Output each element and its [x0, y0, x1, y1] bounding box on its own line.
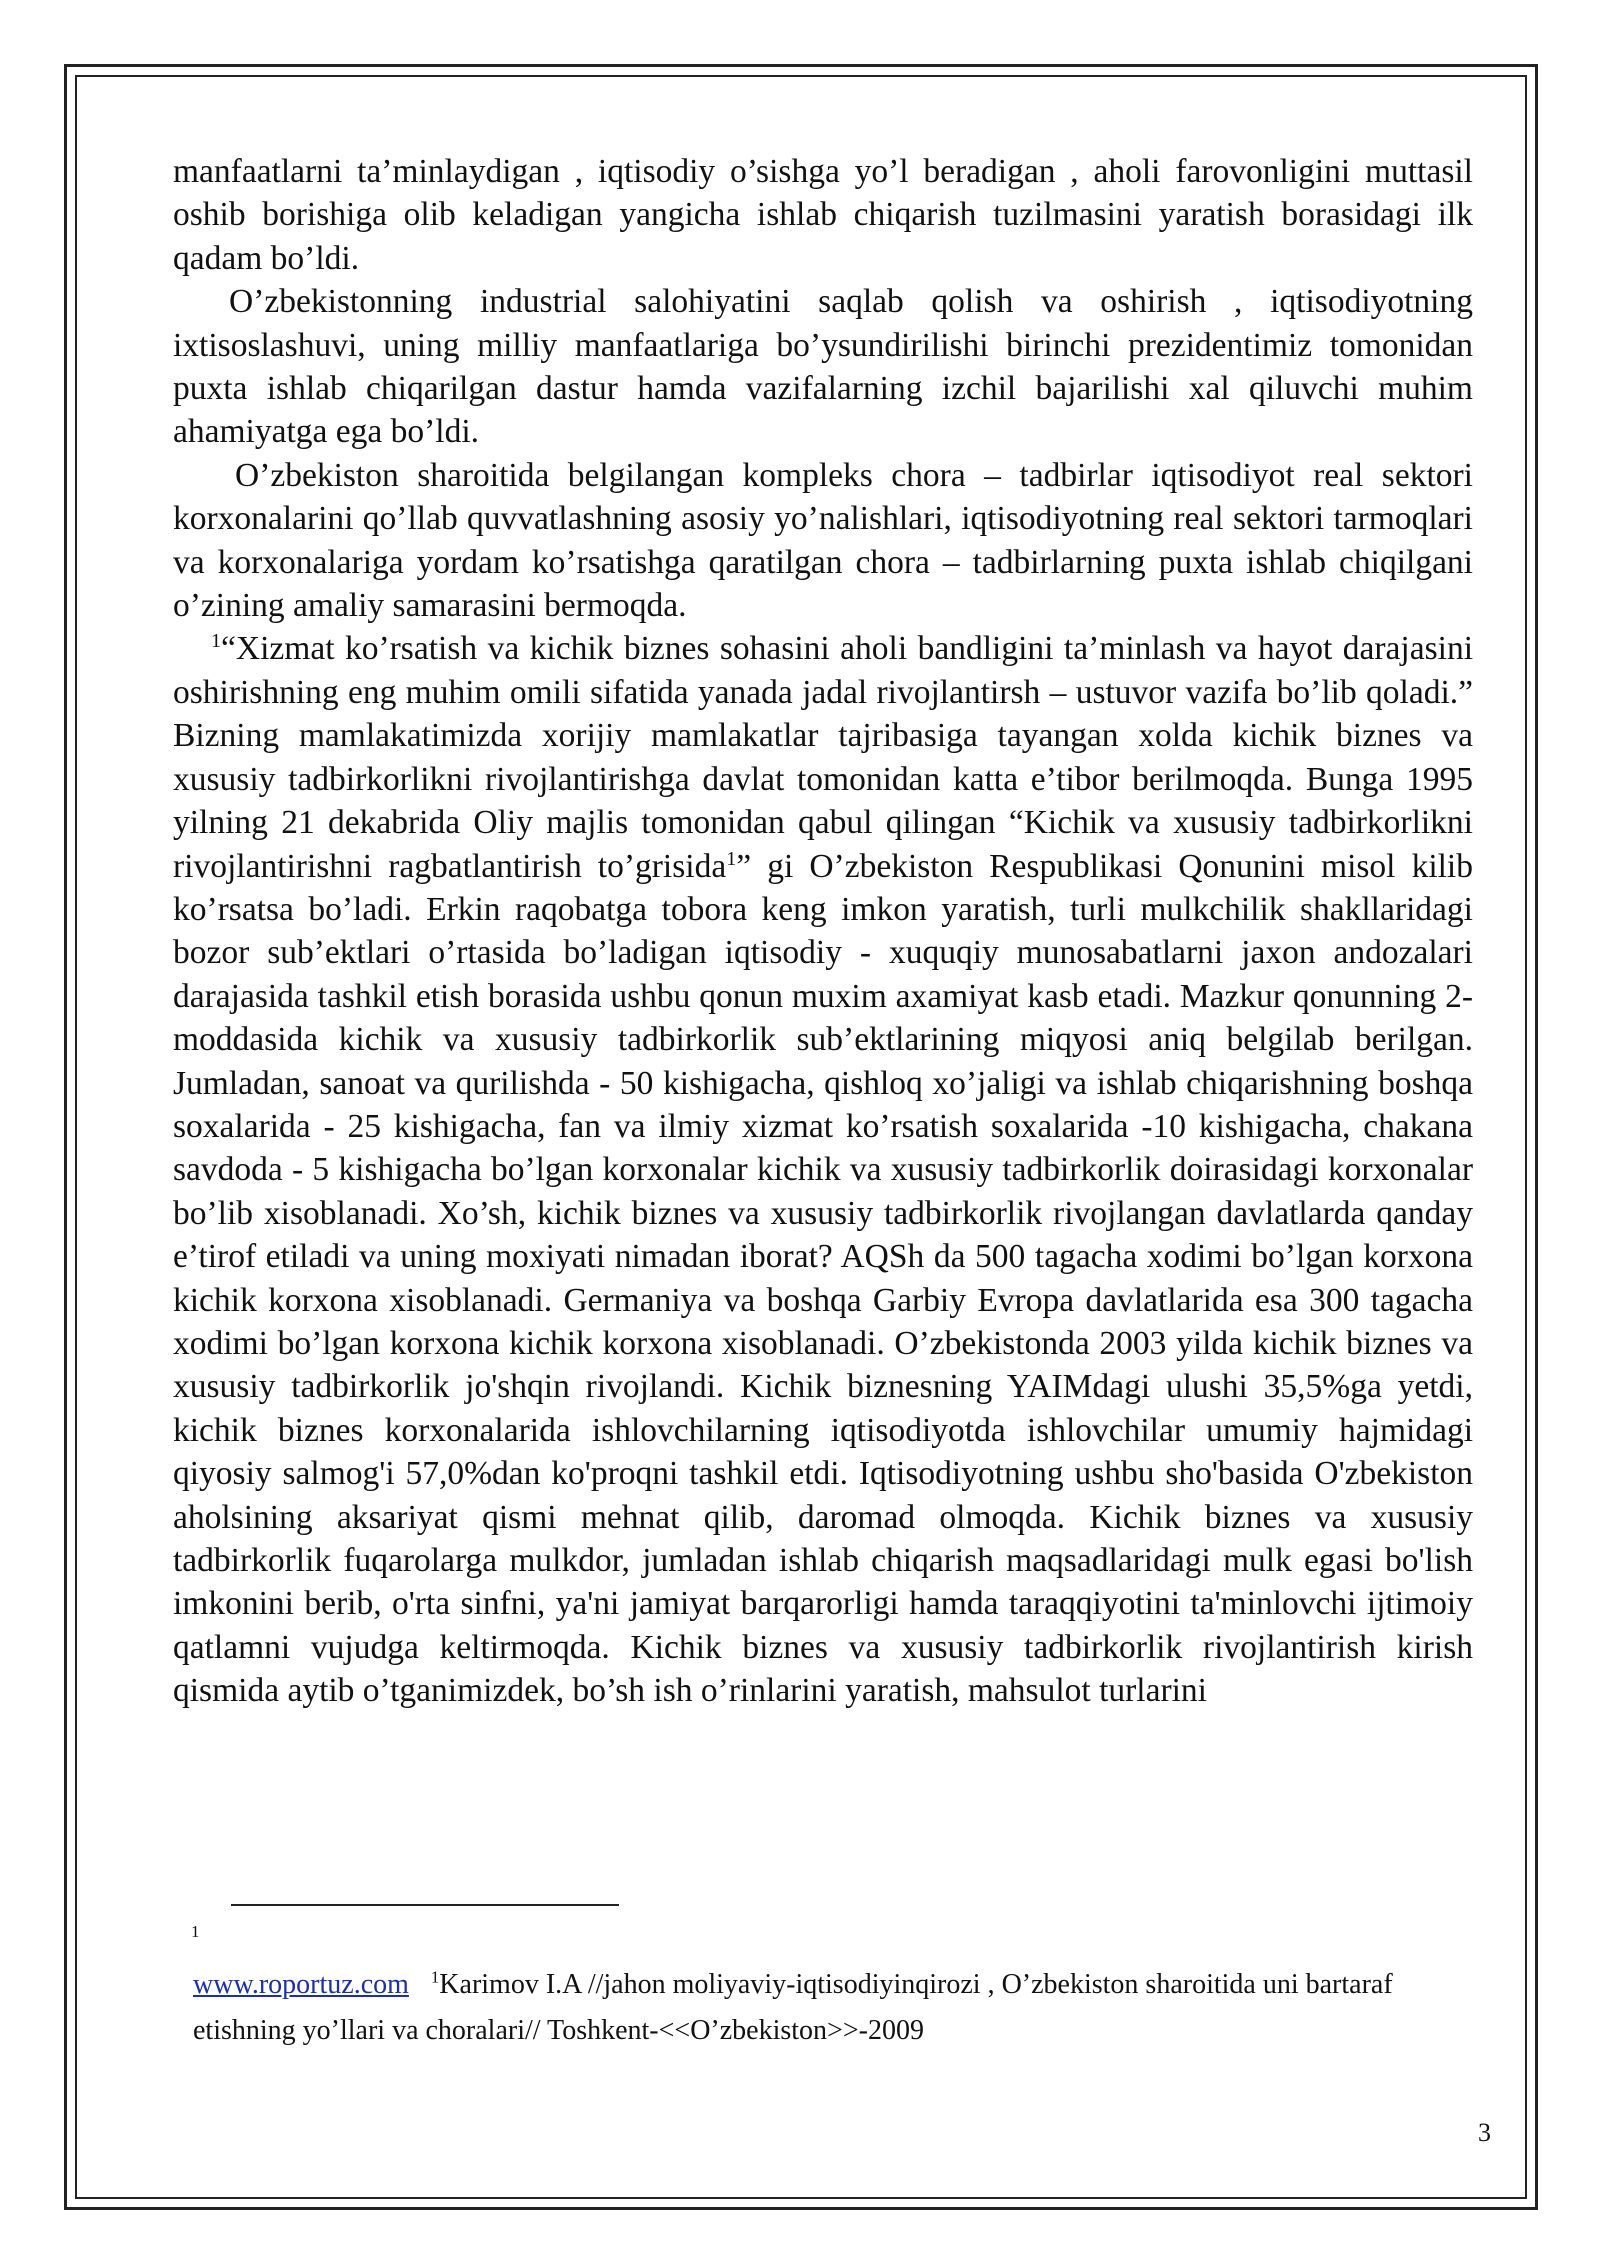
- paragraph-4-part-2: ” gi O’zbekiston Respublikasi Qonunini misol kilib ko’rsatsa bo’ladi. Erkin raqobatga tobora keng imkon yaratish, turli mulkchilik shakllaridagi bozor sub’ektlari o’rtasida bo’ladigan iqtisodiy - xuquqiy munosabatlarni jaxon andozalari darajasida tashkil etish borasida ushbu qonun muxim axamiyat kasb etadi. Mazkur qonunning 2- moddasida kichik va xususiy tadbirkorlik sub’ektlarining miqyosi aniq belgilab berilgan. Jumladan, sanoat va qurilishda - 50 kishigacha, qishloq xo’jaligi va ishlab chiqarishning boshqa soxalarida - 25 kishigacha, fan va ilmiy xizmat ko’rsatish soxalarida -10 kishigacha, chakana savdoda - 5 kishigacha bo’lgan korxonalar kichik va xususiy tadbirkorlik doirasidagi korxonalar bo’lib xisoblanadi. Xo’sh, kichik biznes va xususiy tadbirkorlik rivojlangan davlatlarda qanday e’tirof etiladi va uning moxiyati nimadan iborat? AQSh da 500 tagacha xodimi bo’lgan korxona kichik korxona xisoblanadi. Germaniya va boshqa Garbiy Evropa davlatlarida esa 300 tagacha xodimi bo’lgan korxona kichik korxona xisoblanadi. O’zbekistonda 2003 yilda kichik biznes va xususiy tadbirkorlik jo'shqin rivojlandi. Kichik biznesning YAIMdagi ulushi 35,5%ga yetdi, kichik biznes korxonalarida ishlovchilarning iqtisodiyotda ishlovchilar umumiy hajmidagi qiyosiy salmog'i 57,0%dan ko'proqni tashkil etdi. Iqtisodiyotning ushbu sho'basida O'zbekiston aholsining aksariyat qismi mehnat qilib, daromad olmoqda. Kichik biznes va xususiy tadbirkorlik fuqarolarga mulkdor, jumladan ishlab chiqarish maqsadlaridagi mulk egasi bo'lish imkonini berib, o'rta sinfni, ya'ni jamiyat barqarorligi hamda taraqqiyotini ta'minlovchi ijtimoiy qatlamni vujudga keltirmoqda. Kichik biznes va xususiy tadbirkorlik rivojlantirish kirish qismida aytib o’tganimizdek, bo’sh ish o’rinlarini yaratish, mahsulot turlarini: [173, 847, 1473, 1710]
- paragraph-2: O’zbekistonning industrial salohiyatini saqlab qolish va oshirish , iqtisodiyotning ixtisoslashuvi, uning milliy manfaatlariga bo’ysundirilishi birinchi prezidentimiz tomonidan puxta ishlab chiqarilgan dastur hamda vazifalarning izchil bajarilishi xal qiluvchi muhim ahamiyatga ega bo’ldi.: [173, 283, 1473, 451]
- paragraph-4: [173, 627, 1473, 1712]
- footnote-ref-superscript: 1: [211, 630, 222, 653]
- footnote-ref-superscript: 1: [726, 847, 737, 870]
- footnote-marker: 1: [191, 1922, 200, 1941]
- paragraph-3: O’zbekiston sharoitida belgilangan kompleks chora – tadbirlar iqtisodiyot real sektori korxonalarini qo’llab quvvatlashning asosiy yo’nalishlari, iqtisodiyotning real sektori tarmoqlari va korxonalariga yordam ko’rsatishga qaratilgan chora – tadbirlarning puxta ishlab chiqilgani o’zining amaliy samarasini bermoqda.: [173, 456, 1473, 625]
- footnote-separator: [231, 1904, 619, 1906]
- paragraph-4-part-1: “Xizmat ko’rsatish va kichik biznes sohasini aholi bandligini ta’minlash va hayot darajasini oshirishning eng muhim omili sifatida yanada jadal rivojlantirsh – ustuvor vazifa bo’lib qoladi.” Bizning mamlakatimizda xorijiy mamlakatlar tajribasiga tayangan xolda kichik biznes va xususiy tadbirkorlikni rivojlantirishga davlat tomonidan katta e’tibor berilmoqda. Bunga 1995 yilning 21 dekabrida Oliy majlis tomonidan qabul qilingan “Kichik va xususiy tadbirkorlikni rivojlantirishni ragbatlantirish to’grisida: [173, 630, 1473, 885]
- footnote-link[interactable]: www.roportuz.com: [193, 1969, 409, 2000]
- footnote-text: Karimov I.A //jahon moliyaviy-iqtisodiyinqirozi , O’zbekiston sharoitida uni bartaraf etishning yo’llari va choralari// Toshkent-<<O’zbekiston>>-2009: [193, 1969, 1393, 2046]
- page-number: 3: [1478, 2118, 1491, 2147]
- paragraph-1: manfaatlarni ta’minlaydigan , iqtisodiy o’sishga yo’l beradigan , aholi farovonligini muttasil oshib borishiga olib keladigan yangicha ishlab chiqarish tuzilmasini yaratish borasidagi ilk qadam bo’ldi.: [173, 153, 1473, 277]
- footnote: [193, 1962, 1483, 2054]
- document-body: [173, 150, 1473, 1713]
- footnote-ref-superscript: 1: [430, 1967, 440, 1987]
